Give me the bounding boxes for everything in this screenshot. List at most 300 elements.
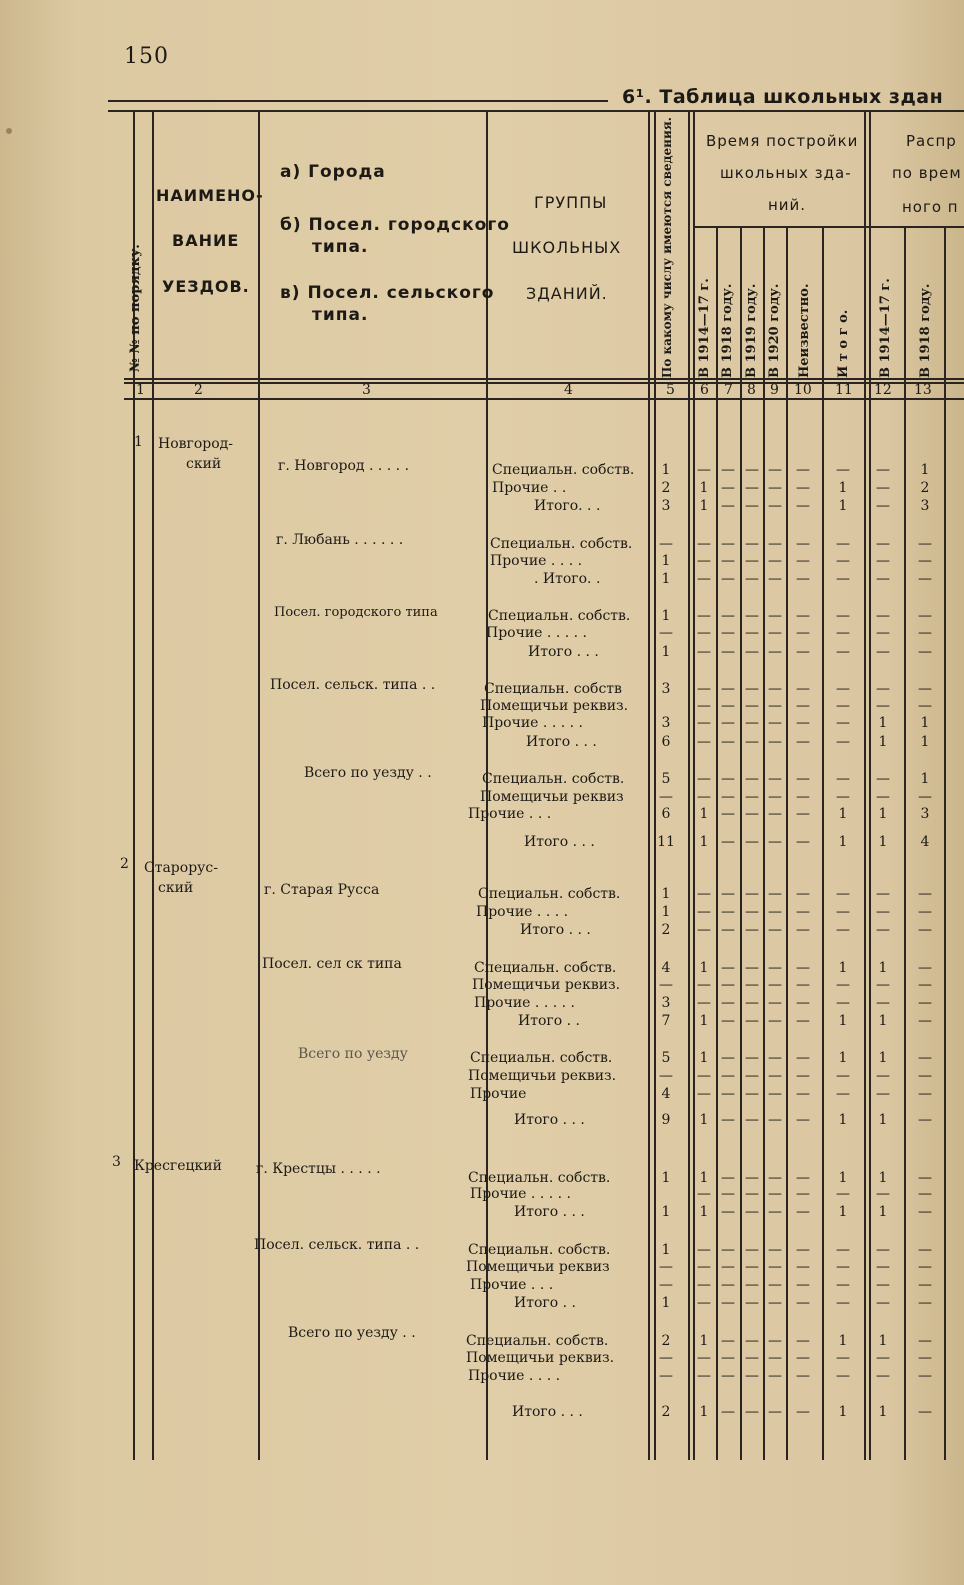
cell-c9: — bbox=[768, 1259, 782, 1275]
cell-c5: 2 bbox=[661, 1404, 671, 1420]
row-group-label: Специальн. собств. bbox=[468, 1242, 611, 1258]
cell-c5: 5 bbox=[661, 1050, 671, 1066]
cell-c13: — bbox=[918, 644, 932, 660]
cell-c11: 1 bbox=[838, 498, 848, 514]
cell-c10: — bbox=[796, 698, 810, 714]
vline-col12 bbox=[904, 226, 906, 1460]
cell-c6: — bbox=[697, 1350, 711, 1366]
cell-c11: — bbox=[836, 698, 850, 714]
cell-c9: — bbox=[768, 608, 782, 624]
cell-c5: — bbox=[659, 1259, 673, 1275]
row-group-label: Специальн. собств. bbox=[482, 771, 625, 787]
district-name-1-line2: ский bbox=[186, 456, 222, 472]
header-col11: И т о г о. bbox=[836, 309, 851, 378]
cell-c8: — bbox=[745, 462, 759, 478]
row-group-label: Специальн. собств. bbox=[488, 608, 631, 624]
header-distr-line3: ного п bbox=[902, 198, 959, 216]
cell-c6: — bbox=[697, 644, 711, 660]
cell-c9: — bbox=[768, 571, 782, 587]
cell-c8: — bbox=[745, 886, 759, 902]
cell-c9: — bbox=[768, 644, 782, 660]
cell-c11: — bbox=[836, 1295, 850, 1311]
cell-c7: — bbox=[721, 1186, 735, 1202]
cell-c7: — bbox=[721, 625, 735, 641]
cell-c7: — bbox=[721, 1204, 735, 1220]
cell-c11: 1 bbox=[838, 1404, 848, 1420]
cell-c8: — bbox=[745, 644, 759, 660]
cell-c12: 1 bbox=[878, 715, 888, 731]
cell-c8: — bbox=[745, 922, 759, 938]
cell-c10: — bbox=[796, 960, 810, 976]
cell-c5: 1 bbox=[661, 462, 671, 478]
cell-c6: — bbox=[697, 771, 711, 787]
top-rule-left bbox=[108, 100, 608, 102]
cell-c12: — bbox=[876, 462, 890, 478]
cell-c6: — bbox=[697, 571, 711, 587]
cell-c7: — bbox=[721, 536, 735, 552]
cell-c8: — bbox=[745, 571, 759, 587]
header-places-a: а) Города bbox=[280, 162, 386, 182]
cell-c9: — bbox=[768, 1112, 782, 1128]
vline-col4 bbox=[648, 110, 650, 1460]
cell-c12: — bbox=[876, 644, 890, 660]
cell-c12: — bbox=[876, 1368, 890, 1384]
cell-c6: — bbox=[697, 977, 711, 993]
cell-c5: 9 bbox=[661, 1112, 671, 1128]
cell-c10: — bbox=[796, 715, 810, 731]
cell-c8: — bbox=[745, 1277, 759, 1293]
cell-c11: — bbox=[836, 771, 850, 787]
cell-c13: — bbox=[918, 1350, 932, 1366]
cell-c9: — bbox=[768, 1204, 782, 1220]
cell-c6: — bbox=[697, 625, 711, 641]
cell-c12: 1 bbox=[878, 1204, 888, 1220]
cell-c6: — bbox=[697, 715, 711, 731]
cell-c6: 1 bbox=[699, 498, 709, 514]
cell-c9: — bbox=[768, 462, 782, 478]
cell-c13: — bbox=[918, 1170, 932, 1186]
cell-c9: — bbox=[768, 1242, 782, 1258]
header-col7: В 1918 году. bbox=[720, 283, 735, 378]
cell-c7: — bbox=[721, 1086, 735, 1102]
cell-c5: 1 bbox=[661, 1242, 671, 1258]
cell-c11: — bbox=[836, 1068, 850, 1084]
row-group-label: Итого . . . bbox=[524, 834, 595, 850]
cell-c13: — bbox=[918, 1259, 932, 1275]
build-time-underline bbox=[693, 226, 964, 228]
cell-c12: — bbox=[876, 995, 890, 1011]
district-number-1: 1 bbox=[134, 434, 143, 450]
cell-c9: — bbox=[768, 734, 782, 750]
cell-c7: — bbox=[721, 715, 735, 731]
cell-c7: — bbox=[721, 806, 735, 822]
vline-col10 bbox=[822, 226, 824, 1460]
cell-c10: — bbox=[796, 1259, 810, 1275]
cell-c7: — bbox=[721, 553, 735, 569]
page-number: 150 bbox=[124, 44, 169, 69]
cell-c9: — bbox=[768, 1050, 782, 1066]
cell-c13: — bbox=[918, 995, 932, 1011]
cell-c7: — bbox=[721, 608, 735, 624]
row-group-label: Прочие bbox=[470, 1086, 527, 1102]
header-col5: По какому числу имеются сведения. bbox=[660, 117, 674, 378]
cell-c6: — bbox=[697, 553, 711, 569]
vline-col2 bbox=[258, 110, 260, 1460]
cell-c10: — bbox=[796, 977, 810, 993]
cell-c5: 5 bbox=[661, 771, 671, 787]
column-number-5: 5 bbox=[666, 382, 675, 398]
place-novgorod: г. Новгород . . . . . bbox=[278, 458, 410, 474]
cell-c11: — bbox=[836, 922, 850, 938]
vline-col11b bbox=[869, 110, 871, 1460]
cell-c5: — bbox=[659, 977, 673, 993]
cell-c5: 6 bbox=[661, 734, 671, 750]
cell-c8: — bbox=[745, 1086, 759, 1102]
cell-c9: — bbox=[768, 1170, 782, 1186]
cell-c13: — bbox=[918, 571, 932, 587]
cell-c9: — bbox=[768, 922, 782, 938]
top-rule-right bbox=[108, 110, 964, 112]
cell-c6: 1 bbox=[699, 1013, 709, 1029]
cell-c11: 1 bbox=[838, 480, 848, 496]
cell-c9: — bbox=[768, 1404, 782, 1420]
column-number-7: 7 bbox=[724, 382, 733, 398]
cell-c7: — bbox=[721, 571, 735, 587]
cell-c7: — bbox=[721, 1050, 735, 1066]
vline-col5 bbox=[688, 110, 690, 1460]
cell-c10: — bbox=[796, 608, 810, 624]
cell-c7: — bbox=[721, 1333, 735, 1349]
cell-c13: — bbox=[918, 904, 932, 920]
cell-c13: 2 bbox=[920, 480, 930, 496]
cell-c8: — bbox=[745, 904, 759, 920]
cell-c9: — bbox=[768, 1013, 782, 1029]
cell-c6: — bbox=[697, 698, 711, 714]
row-group-label: Прочие . . . . . bbox=[482, 715, 583, 731]
cell-c8: — bbox=[745, 977, 759, 993]
cell-c12: — bbox=[876, 1186, 890, 1202]
header-col9: В 1920 году. bbox=[767, 283, 782, 378]
cell-c10: — bbox=[796, 644, 810, 660]
cell-c8: — bbox=[745, 498, 759, 514]
header-places-b1: б) Посел. городского bbox=[280, 215, 510, 235]
cell-c5: 1 bbox=[661, 553, 671, 569]
cell-c8: — bbox=[745, 1333, 759, 1349]
cell-c9: — bbox=[768, 1068, 782, 1084]
cell-c11: 1 bbox=[838, 1333, 848, 1349]
header-name-line2: ВАНИЕ bbox=[172, 231, 240, 250]
cell-c13: — bbox=[918, 1295, 932, 1311]
cell-c7: — bbox=[721, 1295, 735, 1311]
cell-c7: — bbox=[721, 1068, 735, 1084]
cell-c7: — bbox=[721, 480, 735, 496]
cell-c7: — bbox=[721, 1112, 735, 1128]
place-luban: г. Любань . . . . . . bbox=[276, 532, 404, 548]
cell-c9: — bbox=[768, 625, 782, 641]
cell-c13: 1 bbox=[920, 771, 930, 787]
cell-c13: — bbox=[918, 1186, 932, 1202]
cell-c11: 1 bbox=[838, 834, 848, 850]
cell-c6: — bbox=[697, 1086, 711, 1102]
row-group-label: Помещичьи реквиз. bbox=[466, 1350, 615, 1366]
cell-c8: — bbox=[745, 681, 759, 697]
column-number-1: 1 bbox=[136, 382, 145, 398]
cell-c8: — bbox=[745, 1295, 759, 1311]
cell-c5: — bbox=[659, 1068, 673, 1084]
cell-c13: — bbox=[918, 553, 932, 569]
cell-c8: — bbox=[745, 608, 759, 624]
cell-c11: — bbox=[836, 1277, 850, 1293]
cell-c9: — bbox=[768, 977, 782, 993]
cell-c6: 1 bbox=[699, 1333, 709, 1349]
cell-c7: — bbox=[721, 995, 735, 1011]
cell-c12: — bbox=[876, 1086, 890, 1102]
cell-c11: — bbox=[836, 977, 850, 993]
cell-c13: 3 bbox=[920, 806, 930, 822]
cell-c5: 4 bbox=[661, 1086, 671, 1102]
cell-c12: — bbox=[876, 536, 890, 552]
row-group-label: Итого . . . bbox=[514, 1204, 585, 1220]
header-distr-line1: Распр bbox=[906, 132, 957, 150]
cell-c10: — bbox=[796, 536, 810, 552]
cell-c12: — bbox=[876, 698, 890, 714]
row-group-label: Помещичьи реквиз. bbox=[480, 698, 629, 714]
place-vsego-3: Всего по уезду . . bbox=[288, 1325, 416, 1341]
cell-c10: — bbox=[796, 1086, 810, 1102]
header-order: № № по порядку. bbox=[128, 244, 143, 372]
cell-c13: — bbox=[918, 1333, 932, 1349]
cell-c12: — bbox=[876, 1295, 890, 1311]
row-group-label: Прочие . . . . bbox=[476, 904, 569, 920]
cell-c12: 1 bbox=[878, 960, 888, 976]
cell-c10: — bbox=[796, 1068, 810, 1084]
cell-c13: — bbox=[918, 1368, 932, 1384]
cell-c5: 1 bbox=[661, 1170, 671, 1186]
cell-c12: 1 bbox=[878, 1050, 888, 1066]
header-places-b2: типа. bbox=[312, 237, 369, 257]
cell-c5: — bbox=[659, 789, 673, 805]
header-bottom-rule bbox=[124, 378, 964, 380]
table-title: 6¹. Таблица школьных здан bbox=[622, 86, 944, 108]
cell-c10: — bbox=[796, 995, 810, 1011]
cell-c12: 1 bbox=[878, 1013, 888, 1029]
cell-c5: 6 bbox=[661, 806, 671, 822]
cell-c7: — bbox=[721, 1404, 735, 1420]
cell-c8: — bbox=[745, 1068, 759, 1084]
cell-c10: — bbox=[796, 1277, 810, 1293]
cell-c10: — bbox=[796, 553, 810, 569]
cell-c12: — bbox=[876, 771, 890, 787]
cell-c13: — bbox=[918, 1404, 932, 1420]
cell-c6: — bbox=[697, 1295, 711, 1311]
cell-c8: — bbox=[745, 625, 759, 641]
cell-c12: — bbox=[876, 886, 890, 902]
cell-c13: — bbox=[918, 608, 932, 624]
cell-c13: — bbox=[918, 1050, 932, 1066]
cell-c6: — bbox=[697, 995, 711, 1011]
cell-c11: — bbox=[836, 681, 850, 697]
cell-c13: 4 bbox=[920, 834, 930, 850]
cell-c7: — bbox=[721, 789, 735, 805]
cell-c12: — bbox=[876, 571, 890, 587]
cell-c5: — bbox=[659, 1368, 673, 1384]
cell-c12: 1 bbox=[878, 734, 888, 750]
cell-c12: 1 bbox=[878, 1112, 888, 1128]
cell-c5: 3 bbox=[661, 715, 671, 731]
cell-c8: — bbox=[745, 834, 759, 850]
cell-c13: — bbox=[918, 1204, 932, 1220]
cell-c12: — bbox=[876, 1068, 890, 1084]
cell-c12: — bbox=[876, 608, 890, 624]
row-group-label: Специальн. собств. bbox=[466, 1333, 609, 1349]
row-group-label: Специальн. собств. bbox=[474, 960, 617, 976]
vline-col9 bbox=[786, 226, 788, 1460]
cell-c5: 2 bbox=[661, 480, 671, 496]
place-selsk-tip-3: Посел. сельск. типа . . bbox=[254, 1237, 420, 1253]
cell-c8: — bbox=[745, 1404, 759, 1420]
cell-c7: — bbox=[721, 681, 735, 697]
cell-c7: — bbox=[721, 1277, 735, 1293]
row-group-label: Итого . . . bbox=[528, 644, 599, 660]
header-col13: В 1918 году. bbox=[918, 283, 933, 378]
cell-c13: — bbox=[918, 1112, 932, 1128]
row-group-label: Специальн. собств. bbox=[468, 1170, 611, 1186]
cell-c9: — bbox=[768, 1368, 782, 1384]
cell-c5: 3 bbox=[661, 681, 671, 697]
column-number-rule bbox=[124, 398, 964, 400]
cell-c10: — bbox=[796, 571, 810, 587]
cell-c9: — bbox=[768, 806, 782, 822]
cell-c7: — bbox=[721, 462, 735, 478]
header-groups-line2: ШКОЛЬНЫХ bbox=[512, 238, 622, 257]
cell-c10: — bbox=[796, 806, 810, 822]
header-col10: Неизвестно. bbox=[797, 283, 812, 378]
place-staraya-russa: г. Старая Русса bbox=[264, 882, 380, 898]
cell-c11: 1 bbox=[838, 1013, 848, 1029]
cell-c8: — bbox=[745, 1013, 759, 1029]
cell-c10: — bbox=[796, 1333, 810, 1349]
cell-c8: — bbox=[745, 1050, 759, 1066]
cell-c11: — bbox=[836, 904, 850, 920]
cell-c11: 1 bbox=[838, 806, 848, 822]
row-group-label: Итого. . . bbox=[534, 498, 601, 514]
cell-c9: — bbox=[768, 995, 782, 1011]
cell-c9: — bbox=[768, 771, 782, 787]
cell-c6: — bbox=[697, 681, 711, 697]
row-group-label: Прочие . . bbox=[492, 480, 567, 496]
column-number-2: 2 bbox=[194, 382, 203, 398]
row-group-label: Помещичьи реквиз. bbox=[472, 977, 621, 993]
cell-c10: — bbox=[796, 480, 810, 496]
cell-c7: — bbox=[721, 960, 735, 976]
row-group-label: Специальн. собств. bbox=[470, 1050, 613, 1066]
row-group-label: Помещичьи реквиз. bbox=[468, 1068, 617, 1084]
cell-c11: — bbox=[836, 1259, 850, 1275]
column-number-11: 11 bbox=[835, 382, 853, 398]
cell-c13: — bbox=[918, 922, 932, 938]
cell-c11: — bbox=[836, 1368, 850, 1384]
cell-c9: — bbox=[768, 886, 782, 902]
cell-c9: — bbox=[768, 834, 782, 850]
cell-c6: — bbox=[697, 904, 711, 920]
cell-c9: — bbox=[768, 480, 782, 496]
district-name-2-line1: Старорус- bbox=[144, 860, 218, 876]
cell-c11: — bbox=[836, 644, 850, 660]
cell-c11: — bbox=[836, 715, 850, 731]
district-number-3: 3 bbox=[112, 1154, 121, 1170]
column-number-4: 4 bbox=[564, 382, 573, 398]
cell-c11: — bbox=[836, 462, 850, 478]
header-build-time-line3: ний. bbox=[768, 196, 807, 214]
cell-c12: — bbox=[876, 922, 890, 938]
cell-c12: — bbox=[876, 553, 890, 569]
cell-c7: — bbox=[721, 886, 735, 902]
paper-speck bbox=[6, 128, 12, 134]
header-groups-line3: ЗДАНИЙ. bbox=[526, 284, 608, 303]
cell-c6: — bbox=[697, 922, 711, 938]
cell-c13: 1 bbox=[920, 462, 930, 478]
cell-c8: — bbox=[745, 1112, 759, 1128]
cell-c10: — bbox=[796, 1186, 810, 1202]
cell-c13: 1 bbox=[920, 734, 930, 750]
header-groups-line1: ГРУППЫ bbox=[534, 193, 608, 212]
place-gorod-tip-1: Посел. городского типа bbox=[274, 605, 438, 620]
cell-c6: — bbox=[697, 734, 711, 750]
cell-c12: 1 bbox=[878, 1333, 888, 1349]
cell-c13: — bbox=[918, 1277, 932, 1293]
vline-col13 bbox=[944, 226, 946, 1460]
cell-c5: 1 bbox=[661, 904, 671, 920]
header-col8: В 1919 году. bbox=[744, 283, 759, 378]
cell-c9: — bbox=[768, 1350, 782, 1366]
cell-c13: — bbox=[918, 977, 932, 993]
cell-c10: — bbox=[796, 625, 810, 641]
cell-c5: 7 bbox=[661, 1013, 671, 1029]
row-group-label: Итого . . . bbox=[512, 1404, 583, 1420]
cell-c5: 1 bbox=[661, 886, 671, 902]
cell-c8: — bbox=[745, 1259, 759, 1275]
cell-c10: — bbox=[796, 1350, 810, 1366]
district-number-2: 2 bbox=[120, 856, 129, 872]
row-group-label: Специальн. собств. bbox=[478, 886, 621, 902]
header-name-line1: НАИМЕНО- bbox=[156, 186, 264, 205]
cell-c9: — bbox=[768, 536, 782, 552]
place-selsk-tip-2: Посел. сел ск типа bbox=[262, 956, 402, 972]
cell-c5: 1 bbox=[661, 571, 671, 587]
cell-c6: — bbox=[697, 1068, 711, 1084]
cell-c8: — bbox=[745, 1204, 759, 1220]
cell-c9: — bbox=[768, 553, 782, 569]
cell-c9: — bbox=[768, 681, 782, 697]
cell-c9: — bbox=[768, 789, 782, 805]
cell-c11: — bbox=[836, 1186, 850, 1202]
row-group-label: Специальн. собств bbox=[484, 681, 622, 697]
cell-c6: — bbox=[697, 1259, 711, 1275]
cell-c7: — bbox=[721, 1259, 735, 1275]
cell-c6: — bbox=[697, 462, 711, 478]
cell-c6: — bbox=[697, 886, 711, 902]
cell-c11: — bbox=[836, 1350, 850, 1366]
cell-c6: 1 bbox=[699, 1050, 709, 1066]
place-selsk-tip-1: Посел. сельск. типа . . bbox=[270, 677, 436, 693]
cell-c7: — bbox=[721, 1242, 735, 1258]
cell-c11: — bbox=[836, 1242, 850, 1258]
cell-c8: — bbox=[745, 536, 759, 552]
cell-c8: — bbox=[745, 995, 759, 1011]
cell-c8: — bbox=[745, 789, 759, 805]
cell-c13: — bbox=[918, 625, 932, 641]
cell-c13: — bbox=[918, 960, 932, 976]
